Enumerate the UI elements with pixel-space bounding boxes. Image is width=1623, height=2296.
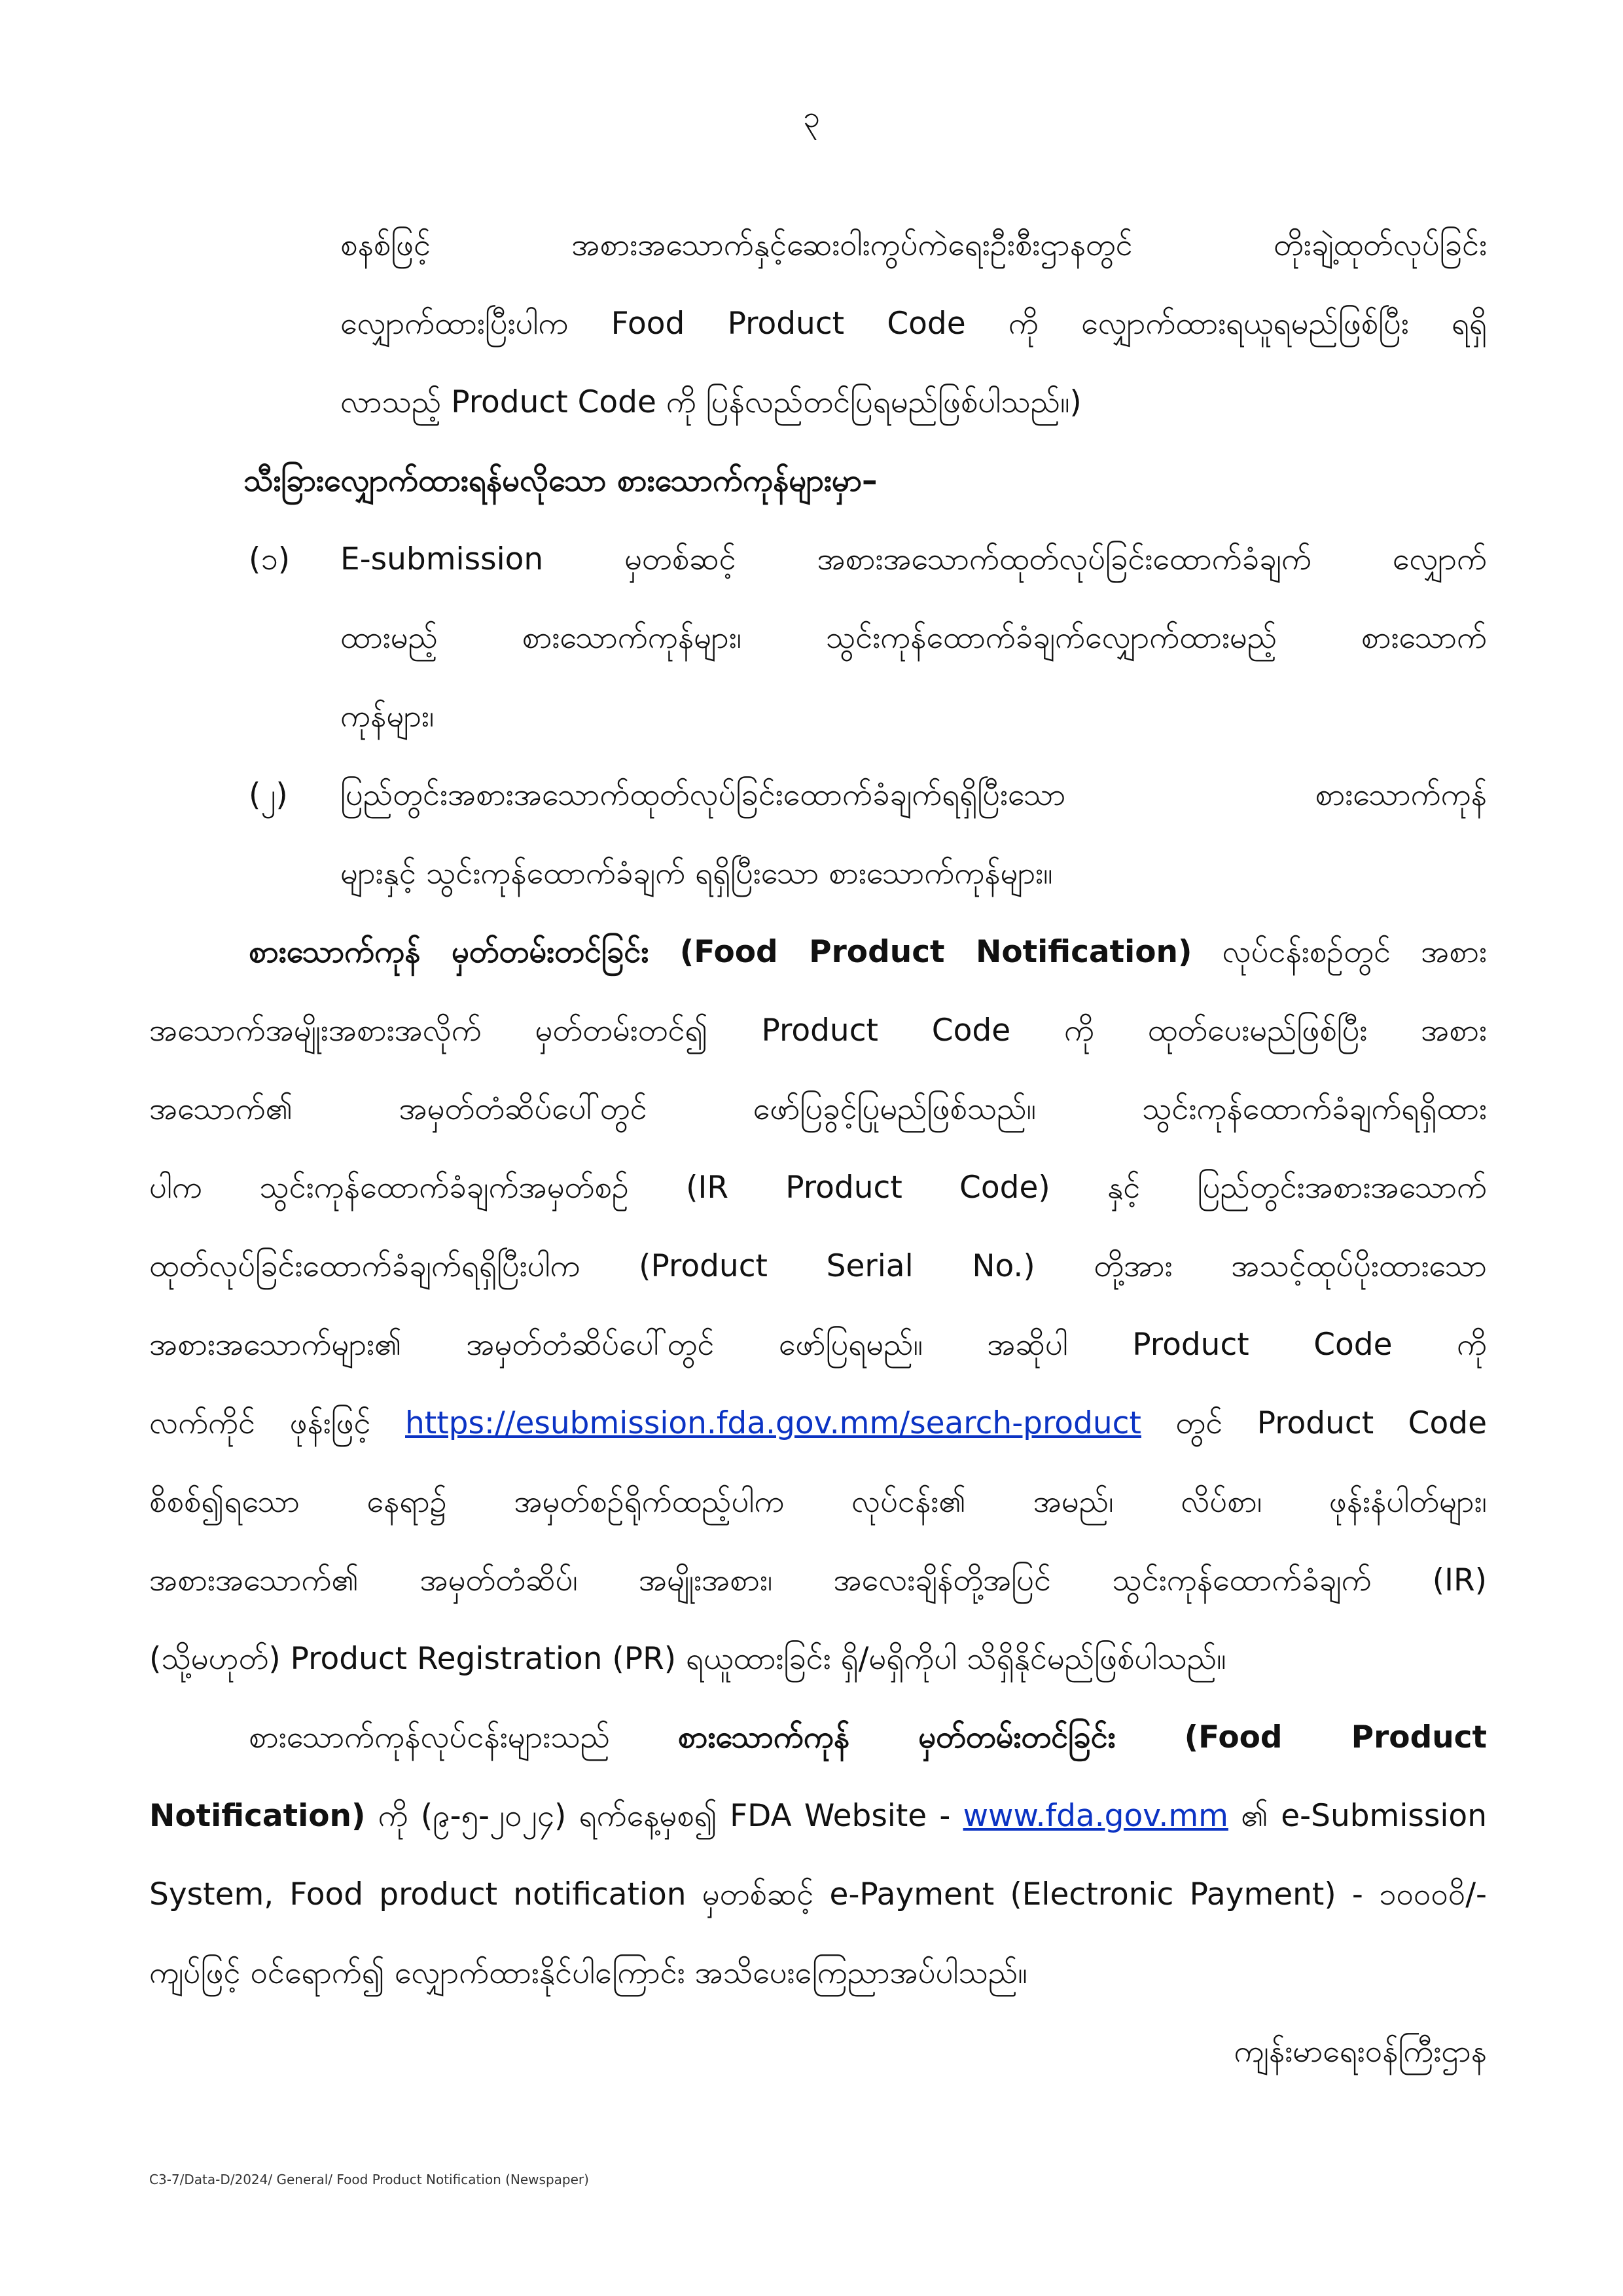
para2-line-3: System, Food product notification မှတစ်ဆင့် e-Payment (Electronic Payment) - ၁၀၀၀ဝိ/-	[149, 1876, 1487, 1912]
para1-line-9: အစားအသောက်၏ အမှတ်တံဆိပ်၊ အမျိုးအစား၊ အလေးချိန်တို့အပြင် သွင်းကုန်ထောက်ခံချက် (IR)	[149, 1562, 1487, 1598]
intro-line-2: လျှောက်ထားပြီးပါက Food Product Code ကို လျှောက်ထားရယူရမည်ဖြစ်ပြီး ရရှိ	[340, 306, 1487, 342]
para1-bold-lead: စားသောက်ကုန် မှတ်တမ်းတင်ခြင်း (Food Product Notification)	[249, 934, 1192, 970]
para2-line-2	[149, 1777, 1487, 1856]
para2-line-1-bold: စားသောက်ကုန် မှတ်တမ်းတင်ခြင်း (Food Product	[677, 1719, 1487, 1755]
para1-line-1	[249, 913, 1487, 992]
para2-line-2-bold: Notification)	[149, 1798, 366, 1834]
fda-website-link[interactable]: www.fda.gov.mm	[963, 1798, 1228, 1834]
para1-line-6: အစားအသောက်များ၏ အမှတ်တံဆိပ်ပေါ်တွင် ဖော်ပြရမည်။ အဆိုပါ Product Code ကို	[149, 1327, 1487, 1363]
list-item-number: (၂)	[249, 777, 288, 813]
para1-line-10: (သို့မဟုတ်) Product Registration (PR) ရယူထားခြင်း ရှိ/မရှိကိုပါ သိရှိနိုင်မည်ဖြစ်ပါသည်။	[149, 1641, 1226, 1677]
para1-line-7	[149, 1384, 1487, 1463]
footer-reference: C3-7/Data-D/2024/ General/ Food Product Notification (Newspaper)	[149, 2172, 589, 2187]
para2-line-1	[249, 1698, 1487, 1777]
list-item-1-line-1: E-submission မှတစ်ဆင့် အစားအသောက်ထုတ်လုပ်ခြင်းထောက်ခံချက် လျှောက်	[340, 541, 1487, 577]
intro-line-3: လာသည့် Product Code ကို ပြန်လည်တင်ပြရမည်ဖြစ်ပါသည်။)	[340, 384, 1082, 420]
para1-line-3: အသောက်၏ အမှတ်တံဆိပ်ပေါ်တွင် ဖော်ပြခွင့်ပြုမည်ဖြစ်သည်။ သွင်းကုန်ထောက်ခံချက်ရရှိထား	[149, 1091, 1487, 1127]
para1-line-4: ပါက သွင်းကုန်ထောက်ခံချက်အမှတ်စဉ် (IR Product Code) နှင့် ပြည်တွင်းအစားအသောက်	[149, 1170, 1487, 1206]
para1-line-7-pre: လက်ကိုင် ဖုန်းဖြင့်	[149, 1405, 406, 1441]
list-item-1-line-2: ထားမည့် စားသောက်ကုန်များ၊ သွင်းကုန်ထောက်ခံချက်လျှောက်ထားမည့် စားသောက်	[340, 620, 1487, 656]
para2-line-4: ကျပ်ဖြင့် ဝင်ရောက်၍ လျှောက်ထားနိုင်ပါကြောင်း အသိပေးကြေညာအပ်ပါသည်။	[149, 1955, 1027, 1991]
list-item-2-line-1: ပြည်တွင်းအစားအသောက်ထုတ်လုပ်ခြင်းထောက်ခံချက်ရရှိပြီးသော စားသောက်ကုန်	[340, 777, 1487, 813]
section-heading: သီးခြားလျှောက်ထားရန်မလိုသော စားသောက်ကုန်များမှာ–	[243, 463, 878, 499]
para1-line-7-post: တွင် Product Code	[1141, 1405, 1488, 1441]
page-number: ၃	[803, 99, 820, 134]
list-item-1-line-3: ကုန်များ၊	[340, 698, 435, 734]
para1-line-8: စိစစ်၍ရသော နေရာ၌ အမှတ်စဉ်ရိုက်ထည့်ပါက လုပ်ငန်း၏ အမည်၊ လိပ်စာ၊ ဖုန်းနံပါတ်များ၊	[149, 1484, 1487, 1520]
para1-line-2: အသောက်အမျိုးအစားအလိုက် မှတ်တမ်းတင်၍ Product Code ကို ထုတ်ပေးမည်ဖြစ်ပြီး အစား	[149, 1013, 1487, 1049]
para1-line-1-rest: လုပ်ငန်းစဉ်တွင် အစား	[1192, 934, 1487, 970]
para2-line-2-pre: ကို (၉-၅-၂၀၂၄) ရက်နေ့မှစ၍ FDA Website -	[365, 1798, 963, 1834]
intro-line-1: စနစ်ဖြင့် အစားအသောက်နှင့်ဆေးဝါးကွပ်ကဲရေးဦးစီးဌာနတွင် တိုးချဲ့ထုတ်လုပ်ခြင်း	[340, 227, 1487, 263]
para2-line-2-post: ၏ e-Submission	[1228, 1798, 1487, 1834]
list-item-2-line-2: များနှင့် သွင်းကုန်ထောက်ခံချက် ရရှိပြီးသော စားသောက်ကုန်များ။	[340, 855, 1053, 891]
list-item-number: (၁)	[249, 541, 291, 577]
para1-line-5: ထုတ်လုပ်ခြင်းထောက်ခံချက်ရရှိပြီးပါက (Product Serial No.) တို့အား အသင့်ထုပ်ပိုးထားသော	[149, 1248, 1487, 1284]
para2-line-1-pre: စားသောက်ကုန်လုပ်ငန်းများသည်	[249, 1719, 678, 1755]
signature-ministry: ကျန်းမာရေးဝန်ကြီးဌာန	[1234, 2034, 1487, 2070]
search-product-link[interactable]: https://esubmission.fda.gov.mm/search-product	[405, 1405, 1141, 1441]
